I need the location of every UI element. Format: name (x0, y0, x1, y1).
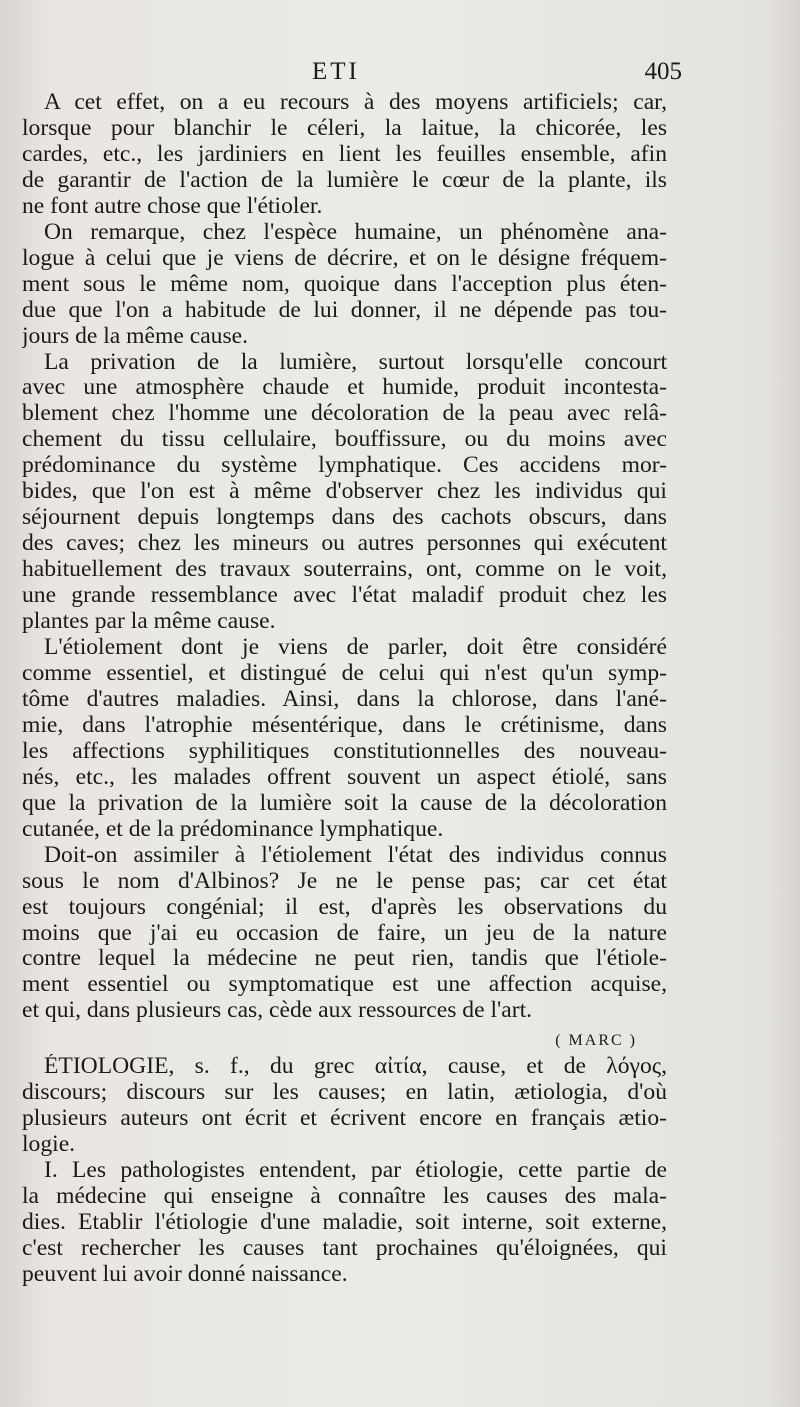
text-line: une grande ressemblance avec l'état maladif produit chez les (22, 583, 667, 609)
text-line: jours de la même cause. (22, 323, 249, 349)
text-line: nés, etc., les malades offrent souvent un aspect étiolé, sans (22, 764, 667, 790)
text-line: L'étiolement dont je viens de parler, doit être considéré (44, 635, 667, 661)
text-line: comme essentiel, et distingué de celui qui n'est qu'un symp- (22, 660, 667, 686)
text-line: sous le nom d'Albinos? Je ne le pense pas; car cet état (22, 868, 667, 894)
text-line: A cet effet, on a eu recours à des moyens artificiels; car, (44, 90, 667, 115)
paragraph (22, 350, 667, 635)
paragraph (22, 635, 667, 843)
paragraph (22, 220, 667, 350)
section-one (22, 1158, 667, 1288)
text-line: de garantir de l'action de la lumière le cœur de la plante, ils (22, 167, 667, 193)
text-line: logie. (22, 1132, 76, 1158)
text-line: ment essentiel ou symptomatique est une affection acquise, (22, 972, 667, 998)
text-line: discours; discours sur les causes; en latin, ætiologia, d'où (22, 1080, 667, 1106)
text-line: et qui, dans plusieurs cas, cède aux ressources de l'art. (22, 998, 533, 1024)
text-line: prédominance du système lymphatique. Ces accidens mor- (22, 453, 667, 479)
text-line: ment sous le même nom, quoique dans l'acception plus éten- (22, 271, 667, 297)
text-line: les affections syphilitiques constitutionnelles des nouveau- (22, 738, 667, 764)
author-signature: ( MARC ) (555, 1032, 637, 1050)
text-line: la médecine qui enseigne à connaître les causes des mala- (22, 1184, 667, 1210)
text-line: bides, que l'on est à même d'observer chez les individus qui (22, 479, 667, 505)
text-line: cutanée, et de la prédominance lymphatique. (22, 816, 444, 842)
text-line: due que l'on a habitude de lui donner, il ne dépende pas tou- (22, 297, 667, 323)
page-body (22, 90, 667, 1288)
text-line: peuvent lui avoir donné naissance. (22, 1261, 348, 1287)
text-line: tôme d'autres maladies. Ainsi, dans la chlorose, dans l'ané- (22, 686, 667, 712)
text-line: mie, dans l'atrophie mésentérique, dans le crétinisme, dans (22, 712, 667, 738)
text-line: que la privation de la lumière soit la cause de la décoloration (22, 790, 667, 816)
text-line: La privation de la lumière, surtout lorsqu'elle concourt (44, 349, 667, 375)
paragraph (22, 843, 667, 1025)
dictionary-entry (22, 1054, 667, 1158)
entry-headword-line: ÉTIOLOGIE, s. f., du grec αἰτία, cause, et de λόγος, (44, 1054, 667, 1080)
text-line: plantes par la même cause. (22, 609, 276, 635)
text-line: est toujours congénial; il est, d'après les observations du (22, 894, 667, 920)
text-line: On remarque, chez l'espèce humaine, un phénomène ana- (44, 219, 667, 245)
text-line: plusieurs auteurs ont écrit et écrivent encore en français ætio- (22, 1106, 667, 1132)
text-line: chement du tissu cellulaire, bouffissure, ou du moins avec (22, 427, 667, 453)
text-line: I. Les pathologistes entendent, par étiologie, cette partie de (44, 1158, 667, 1184)
text-line: avec une atmosphère chaude et humide, produit incontesta- (22, 375, 667, 401)
text-line: cardes, etc., les jardiniers en lient les feuilles ensemble, afin (22, 141, 667, 167)
text-line: c'est rechercher les causes tant prochaines qu'éloignées, qui (22, 1235, 667, 1261)
text-line: dies. Etablir l'étiologie d'une maladie, soit interne, soit externe, (22, 1210, 667, 1236)
text-line: logue à celui que je viens de décrire, et on le désigne fréquem- (22, 245, 667, 271)
text-line: Doit-on assimiler à l'étiolement l'état des individus connus (44, 842, 667, 868)
text-line: habituellement des travaux souterrains, ont, comme on le voit, (22, 557, 667, 583)
text-line: contre lequel la médecine ne peut rien, tandis que l'étiole- (22, 946, 667, 972)
text-line: ne font autre chose que l'étioler. (22, 193, 323, 219)
text-line: lorsque pour blanchir le céleri, la laitue, la chicorée, les (22, 115, 667, 141)
text-line: des caves; chez les mineurs ou autres personnes qui exécutent (22, 531, 667, 557)
page-number: 405 (644, 58, 682, 85)
text-line: moins que j'ai eu occasion de faire, un jeu de la nature (22, 920, 667, 946)
text-line: séjournent depuis longtemps dans des cachots obscurs, dans (22, 505, 667, 531)
paragraph (22, 90, 667, 220)
text-line: blement chez l'homme une décoloration de la peau avec relâ- (22, 401, 667, 427)
running-head: ETI (312, 58, 360, 85)
page-header (22, 58, 682, 92)
